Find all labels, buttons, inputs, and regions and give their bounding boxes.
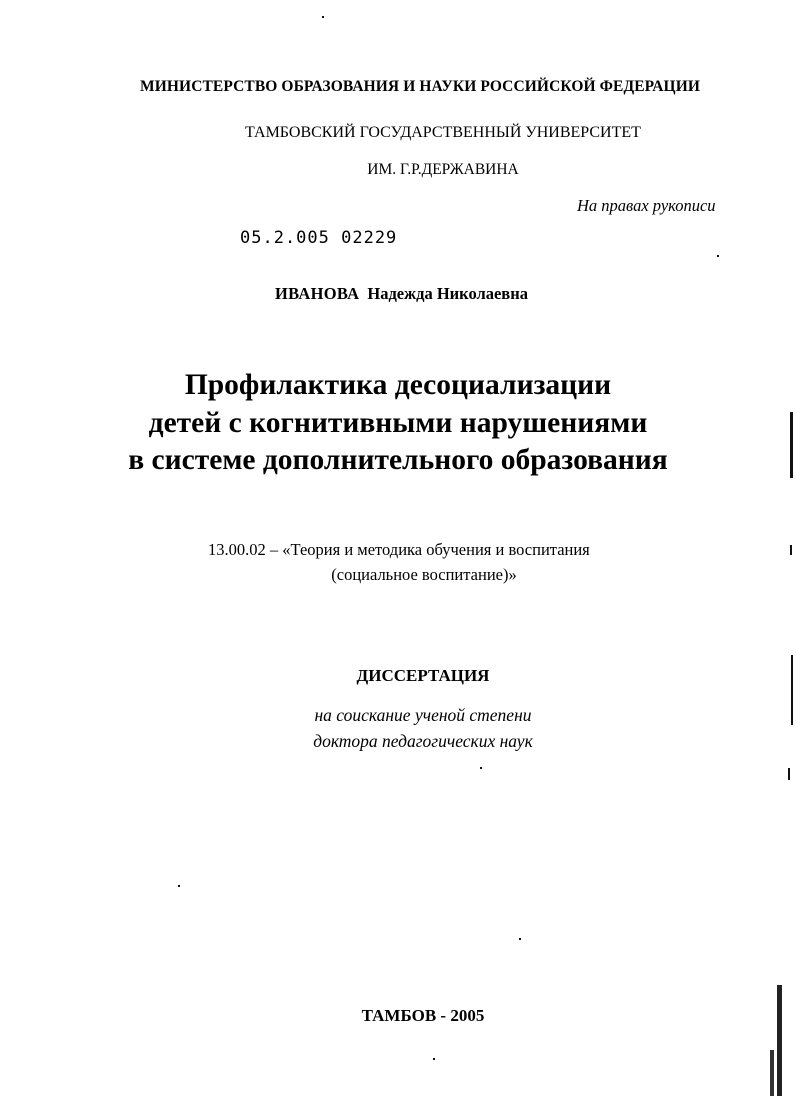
scan-edge-mark [791,655,793,725]
degree-purpose-line-2: доктора педагогических наук [313,731,533,751]
scan-edge-mark [790,412,793,478]
scan-speck [433,1058,435,1060]
scan-speck [480,767,482,769]
author-name [275,284,528,304]
scan-speck [178,885,180,887]
dissertation-title-line-2: детей с когнитивными нарушениями [148,407,648,439]
specialty-line-2: (социальное воспитание)» [331,565,517,584]
manuscript-rights-note: На правах рукописи [577,196,716,215]
scan-edge-mark [788,768,790,780]
specialty-line-1: 13.00.02 – «Теория и методика обучения и воспитания [208,540,590,559]
city-year: ТАМБОВ - 2005 [361,1006,485,1025]
scan-edge-mark [770,1050,774,1096]
author-given-names: Надежда Николаевна [367,284,528,303]
document-type: ДИССЕРТАЦИЯ [356,666,490,685]
author-surname: ИВАНОВА [275,284,360,303]
registration-code-stamp: 05.2.005 02229 [240,228,398,248]
dissertation-title-line-1: Профилактика десоциализации [184,369,612,401]
university-name: ТАМБОВСКИЙ ГОСУДАРСТВЕННЫЙ УНИВЕРСИТЕТ [245,124,641,141]
degree-purpose-line-1: на соискание ученой степени [314,705,532,725]
scan-speck [519,938,521,940]
scan-edge-mark [790,545,792,555]
ministry-heading: МИНИСТЕРСТВО ОБРАЗОВАНИЯ И НАУКИ РОССИЙСКОЙ ФЕДЕРАЦИИ [140,78,701,95]
university-named-after: ИМ. Г.Р.ДЕРЖАВИНА [367,161,519,178]
scan-speck [322,16,324,18]
scan-edge-mark [777,985,782,1096]
scan-speck [717,255,719,257]
dissertation-title-line-3: в системе дополнительного образования [128,444,668,476]
